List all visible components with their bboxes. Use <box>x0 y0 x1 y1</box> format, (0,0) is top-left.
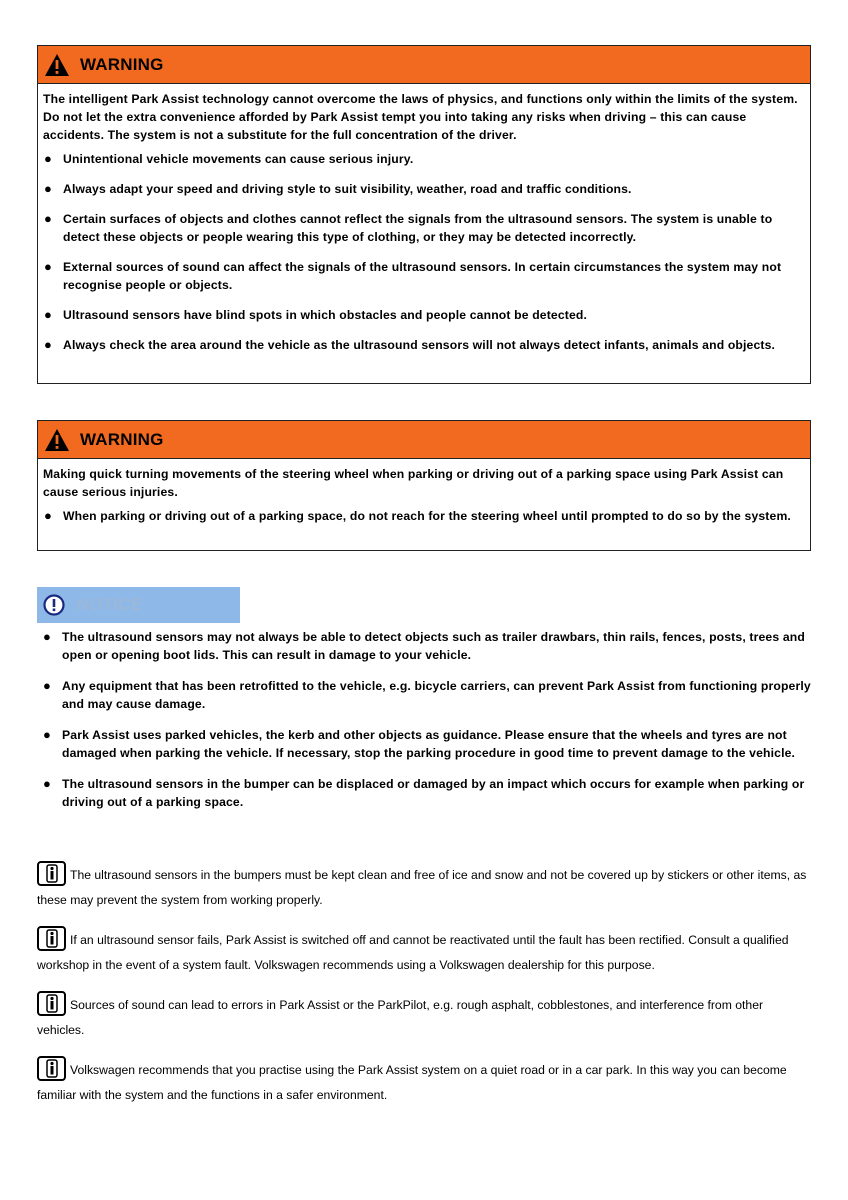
list-item: ● Always adapt your speed and driving style to suit visibility, weather, road and traffic conditions. <box>44 181 632 196</box>
warning-title: WARNING <box>80 54 164 74</box>
warning-list <box>43 150 800 354</box>
notice-list <box>42 628 812 824</box>
warning-body <box>38 84 810 362</box>
list-item: ● The ultrasound sensors in the bumper can be displaced or damaged by an impact which occurs for example when parking or driving out of a parking space. <box>43 776 805 809</box>
list-item: ● Unintentional vehicle movements can cause serious injury. <box>44 151 414 166</box>
list-item: ● External sources of sound can affect the signals of the ultrasound sensors. In certain circumstances the system may not recognise people or objects. <box>44 259 782 292</box>
list-item: ● Ultrasound sensors have blind spots in which obstacles and people cannot be detected. <box>44 307 588 322</box>
info-i-icon <box>37 1056 66 1081</box>
list-item: ● Always check the area around the vehicle as the ultrasound sensors will not always detect infants, animals and objects. <box>44 337 776 352</box>
warning-triangle-icon <box>44 53 70 77</box>
warning-intro: The intelligent Park Assist technology cannot overcome the laws of physics, and functions only within the limits of the system. Do not let the extra convenience afforded by Park Assist tempt you into taking any risks when driving – this can cause accidents. The system is not a substitute for the full concentration of the driver. <box>43 92 798 142</box>
warning-header <box>38 421 810 459</box>
info-i-icon <box>37 861 66 886</box>
notice-title: NOTICE <box>76 595 143 614</box>
info-note: If an ultrasound sensor fails, Park Assist is switched off and cannot be reactivated until the fault has been rectified. Consult a qualified workshop in the event of a system fault. Volkswagen recommends using a Volkswagen dealership for this purpose. <box>37 928 812 978</box>
list-item: ● Certain surfaces of objects and clothes cannot reflect the signals from the ultrasound sensors. The system is unable to detect these objects or people wearing this type of clothing, or they may be detected incorrectly. <box>44 211 773 244</box>
list-item: ● Any equipment that has been retrofitted to the vehicle, e.g. bicycle carriers, can prevent Park Assist from functioning properly and may cause damage. <box>43 678 811 711</box>
list-item: ● Park Assist uses parked vehicles, the kerb and other objects as guidance. Please ensure that the wheels and tyres are not damaged when parking the vehicle. If necessary, stop the parking procedure in good time to prevent damage to the vehicle. <box>43 727 796 760</box>
info-i-icon <box>37 991 66 1016</box>
list-item: ● The ultrasound sensors may not always be able to detect objects such as trailer drawbars, thin rails, fences, posts, trees and open or opening boot lids. This can result in damage to your vehicle. <box>43 629 805 662</box>
warning-header <box>38 46 810 84</box>
warning-triangle-icon <box>44 428 70 452</box>
list-item: ● When parking or driving out of a parking space, do not reach for the steering wheel until prompted to do so by the system. <box>44 508 791 523</box>
warning-box-2 <box>37 420 811 551</box>
exclamation-circle-icon <box>42 593 66 617</box>
info-i-icon <box>37 926 66 951</box>
warning-body <box>38 459 810 533</box>
warning-intro: Making quick turning movements of the steering wheel when parking or driving out of a parking space using Park Assist can cause serious injuries. <box>43 467 784 499</box>
warning-box-1 <box>37 45 811 384</box>
info-note: Sources of sound can lead to errors in Park Assist or the ParkPilot, e.g. rough asphalt, cobblestones, and interference from other vehicles. <box>37 993 812 1043</box>
info-note: Volkswagen recommends that you practise using the Park Assist system on a quiet road or in a car park. In this way you can become familiar with the system and the functions in a safer environment. <box>37 1058 812 1108</box>
warning-title: WARNING <box>80 429 164 449</box>
warning-list <box>43 507 800 525</box>
notice-header <box>37 587 240 623</box>
info-note: The ultrasound sensors in the bumpers must be kept clean and free of ice and snow and not be covered up by stickers or other items, as these may prevent the system from working properly. <box>37 863 812 913</box>
